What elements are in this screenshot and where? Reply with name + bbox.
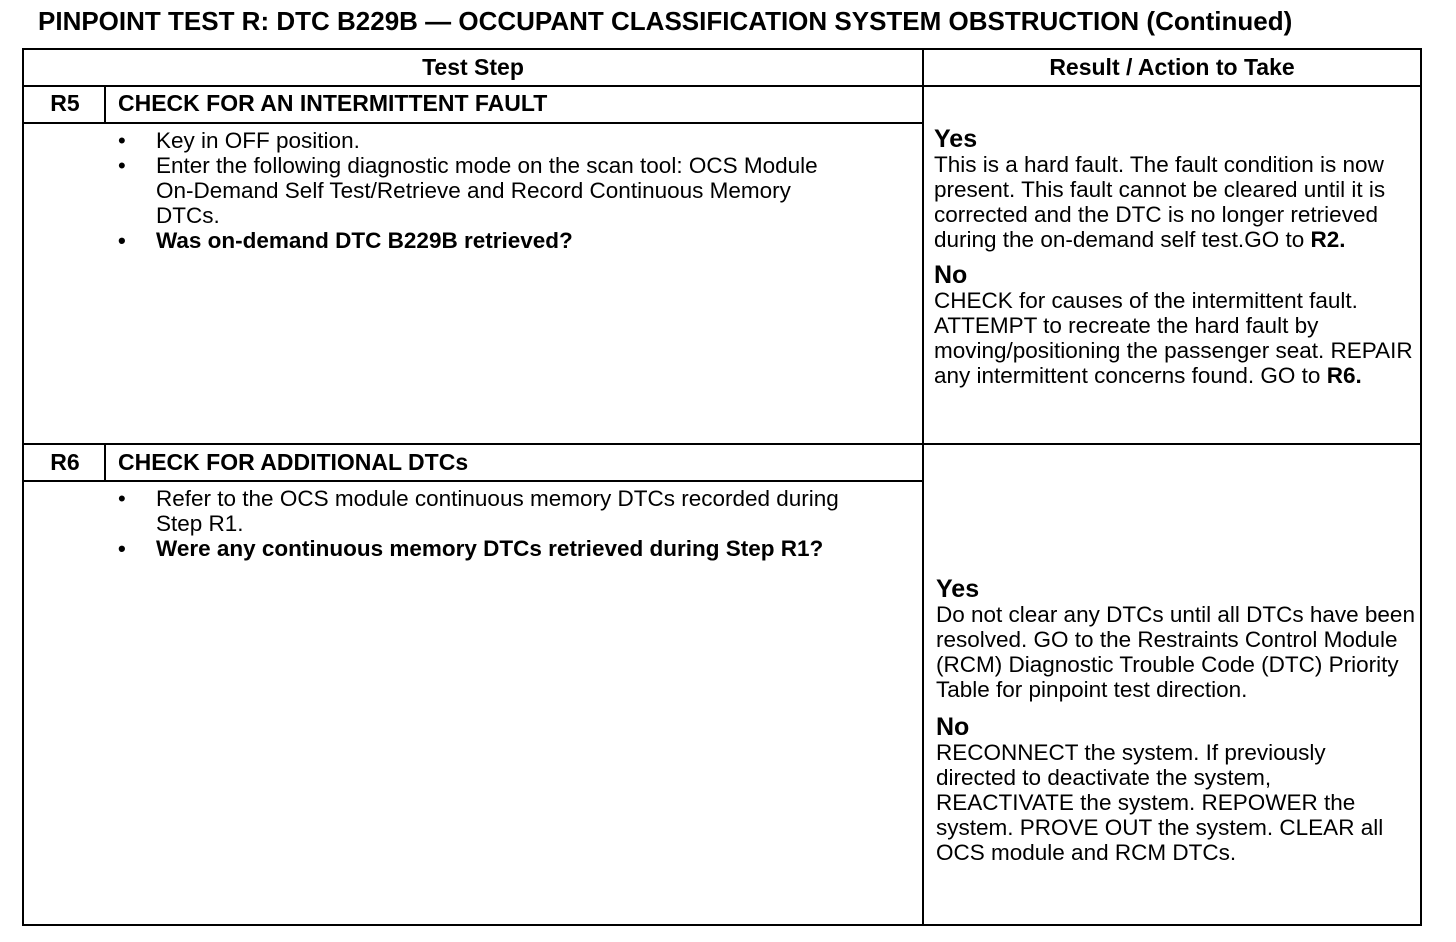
yes-action-text: This is a hard fault. The fault condition is now present. This fault cannot be cleared until it is corrected and the DTC is no longer retrieved during the on-demand self test.GO to R2. xyxy=(934,152,1386,252)
bullet-text: Key in OFF position. xyxy=(156,128,360,153)
step-title-r5: CHECK FOR AN INTERMITTENT FAULT xyxy=(118,90,548,116)
header-divider xyxy=(24,85,1420,87)
yes-action-text: Do not clear any DTCs until all DTCs have been resolved. GO to the Restraints Control Module (RCM) Diagnostic Trouble Code (DTC) Priority Table for pinpoint test direction. xyxy=(936,602,1415,702)
r5-title-divider xyxy=(24,122,922,124)
step-id-r6: R6 xyxy=(50,449,80,475)
step-question: Were any continuous memory DTCs retrieved during Step R1? xyxy=(156,536,824,561)
bullet-icon: • xyxy=(118,536,126,561)
column-divider xyxy=(922,50,924,926)
page-title: PINPOINT TEST R: DTC B229B — OCCUPANT CLASSIFICATION SYSTEM OBSTRUCTION (Continued) xyxy=(38,6,1293,36)
list-item xyxy=(106,486,846,536)
header-result: Result / Action to Take xyxy=(1049,54,1295,80)
r6-title-divider xyxy=(24,480,922,482)
pinpoint-test-table xyxy=(22,48,1422,926)
bullet-icon: • xyxy=(118,486,126,511)
goto-step-link: R2. xyxy=(1310,227,1346,252)
r5-row-divider xyxy=(24,443,1420,445)
list-item xyxy=(106,153,846,228)
r6-result xyxy=(936,576,1420,865)
bullet-icon: • xyxy=(118,228,126,253)
bullet-text: Refer to the OCS module continuous memory DTCs recorded during Step R1. xyxy=(156,486,839,536)
no-action-text: CHECK for causes of the intermittent fault. ATTEMPT to recreate the hard fault by moving/positioning the passenger seat. REPAIR any intermittent concerns found. GO to R6. xyxy=(934,288,1413,388)
list-item xyxy=(106,536,846,561)
r6-bullet-list xyxy=(106,486,846,561)
step-id-r5: R5 xyxy=(50,90,80,116)
no-action-text: RECONNECT the system. If previously directed to deactivate the system, REACTIVATE the system. REPOWER the system. PROVE OUT the system. CLEAR all OCS module and RCM DTCs. xyxy=(936,740,1384,865)
list-item xyxy=(106,228,846,253)
goto-step-link: R6. xyxy=(1326,363,1362,388)
bullet-text: Enter the following diagnostic mode on the scan tool: OCS Module On-Demand Self Test/Retrieve and Record Continuous Memory DTCs. xyxy=(156,153,818,228)
header-test-step: Test Step xyxy=(422,54,524,80)
r5-result xyxy=(934,126,1418,388)
step-title-r6: CHECK FOR ADDITIONAL DTCs xyxy=(118,449,469,475)
yes-label: Yes xyxy=(936,575,980,603)
no-label: No xyxy=(936,713,970,741)
r5-bullet-list xyxy=(106,128,846,253)
bullet-icon: • xyxy=(118,128,126,153)
bullet-icon: • xyxy=(118,153,126,178)
step-question: Was on-demand DTC B229B retrieved? xyxy=(156,228,573,253)
list-item xyxy=(106,128,846,153)
yes-label: Yes xyxy=(934,125,978,153)
no-label: No xyxy=(934,261,968,289)
